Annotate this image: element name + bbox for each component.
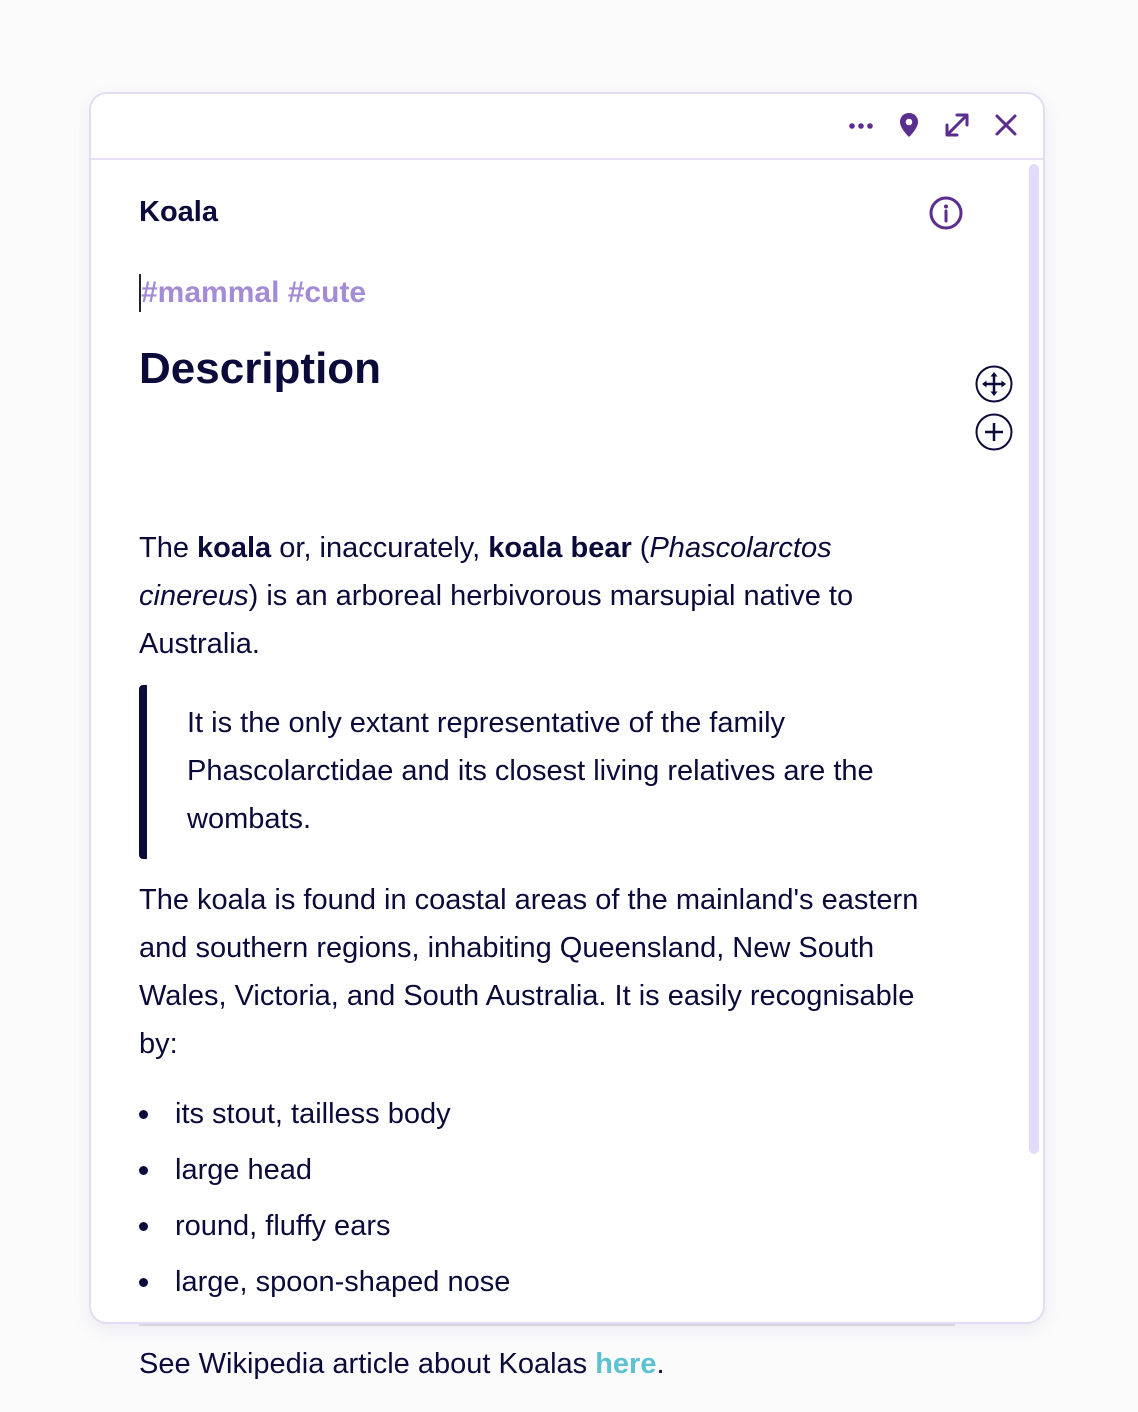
card-toolbar (91, 94, 1043, 160)
list-item-text: large head (175, 1154, 313, 1186)
footer-period: . (656, 1348, 665, 1380)
tags-line[interactable]: #mammal #cute (139, 274, 366, 312)
blockquote (139, 685, 949, 859)
footer-text (139, 1336, 665, 1392)
info-button[interactable] (929, 196, 963, 230)
intro-paragraph (139, 524, 939, 668)
expand-button[interactable] (940, 108, 974, 142)
pin-button[interactable] (892, 108, 926, 142)
location-pin-icon (894, 110, 924, 140)
drag-handle-button[interactable] (975, 365, 1013, 403)
list-item-text: its stout, tailless body (175, 1098, 451, 1130)
intro-italic-species: Phascolarctos cinereus (139, 532, 832, 612)
intro-bold-koala: koala (197, 532, 272, 564)
info-icon (929, 196, 963, 230)
move-icon (975, 365, 1013, 403)
add-block-button[interactable] (975, 413, 1013, 451)
bullet-dot (139, 1278, 148, 1287)
note-card (89, 92, 1045, 1380)
list-item-text: round, fluffy ears (175, 1210, 391, 1242)
more-options-button[interactable] (844, 108, 878, 142)
feature-list (139, 1086, 510, 1310)
vertical-scrollbar[interactable] (1029, 164, 1039, 1154)
footer-label: See Wikipedia article about Koalas (139, 1348, 596, 1380)
list-item-text: large, spoon-shaped nose (175, 1266, 511, 1298)
wikipedia-link[interactable]: here (595, 1348, 657, 1380)
close-button[interactable] (989, 108, 1023, 142)
intro-bold-koala-bear: koala bear (488, 532, 632, 564)
intro-text: ) is an arboreal herbivorous marsupial native to Australia. (139, 580, 854, 660)
card-title: Koala (139, 196, 218, 228)
divider (139, 1324, 955, 1326)
more-horizontal-icon (846, 110, 876, 140)
body-paragraph: The koala is found in coastal areas of the mainland's eastern and southern regions, inhabiting Queensland, New South Wales, Victoria, and South Australia. It is easily recognisable by: (139, 884, 919, 1060)
section-heading: Description (139, 344, 382, 393)
list-item (139, 1142, 510, 1198)
intro-text: ( (631, 532, 650, 564)
expand-arrows-icon (942, 110, 972, 140)
bullet-dot (139, 1110, 148, 1119)
plus-icon (975, 413, 1013, 451)
list-item (139, 1198, 510, 1254)
list-item (139, 1254, 510, 1310)
bullet-dot (139, 1166, 148, 1175)
list-item (139, 1086, 510, 1142)
quote-text: It is the only extant representative of the family Phascolarctidae and its closest living relatives are the wombats. (187, 707, 874, 835)
bullet-dot (139, 1222, 148, 1231)
close-icon (991, 110, 1021, 140)
intro-text: The (139, 532, 198, 564)
intro-text: or, inaccurately, (271, 532, 489, 564)
